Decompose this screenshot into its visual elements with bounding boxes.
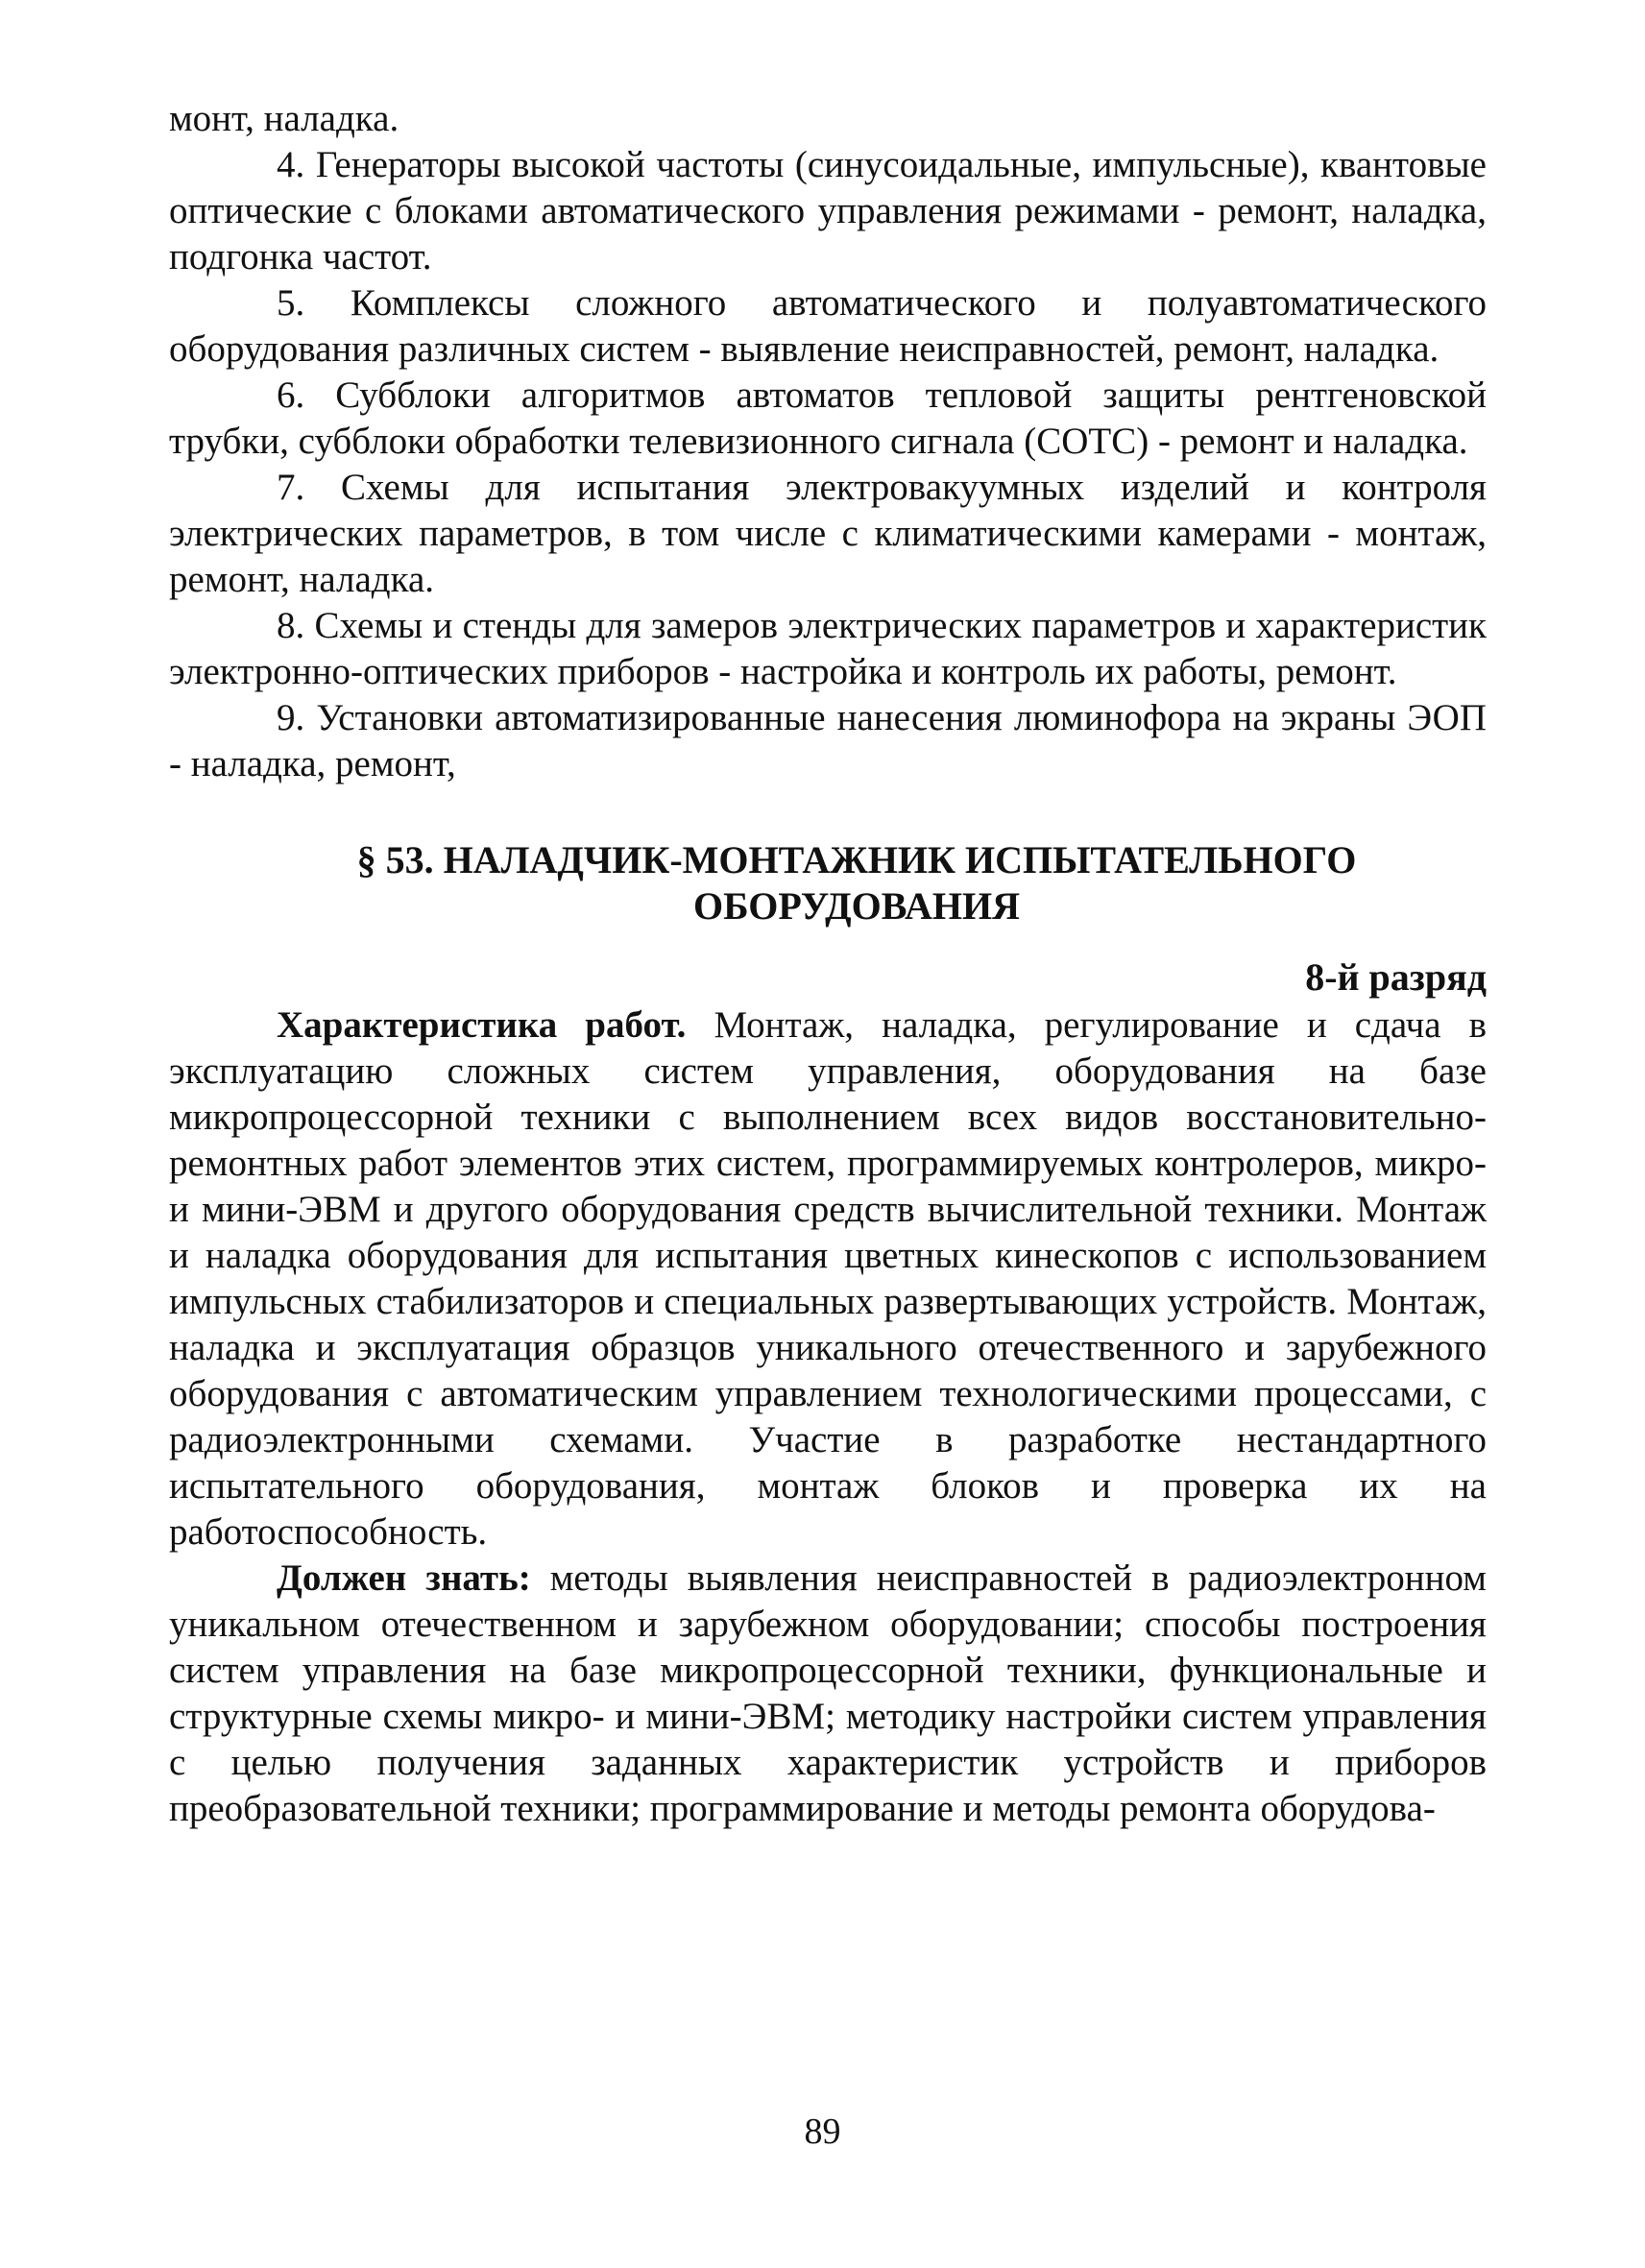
list-item-5: 5. Комплексы сложного автоматического и полуавтоматического оборудования различных систем - выявление неисправностей, ремонт, наладка. xyxy=(169,282,1487,370)
section-title-line2: ОБОРУДОВАНИЯ xyxy=(693,884,1020,928)
knowledge-lead: Должен знать: xyxy=(277,1557,531,1599)
section-title xyxy=(169,837,1487,929)
list-item-9: 9. Установки автоматизированные нанесения люминофора на экраны ЭОП - наладка, ремонт, xyxy=(169,697,1487,784)
characteristics-text: Монтаж, наладка, регулирование и сдача в эксплуатацию сложных систем управления, оборудования на базе микропроцессорной техники с выполнением всех видов восстановительно-ремонтных работ элементов этих систем, программируемых контролеров, микро- и мини-ЭВМ и другого оборудования средств вычислительной техники. Монтаж и наладка оборудования для испытания цветных кинескопов с использованием импульсных стабилизаторов и специальных развертывающих устройств. Монтаж, наладка и эксплуатация образцов уникального отечественного и зарубежного оборудования с автоматическим управлением технологическими процессами, с радиоэлектронными схемами. Участие в разработке нестандартного испытательного оборудования, монтаж блоков и проверка их на работоспособность. xyxy=(169,1004,1487,1553)
list-item-6: 6. Субблоки алгоритмов автоматов тепловой защиты рентгеновской трубки, субблоки обработки телевизионного сигнала (СОТС) - ремонт и наладка. xyxy=(169,374,1487,462)
page-number: 89 xyxy=(804,2111,841,2152)
list-item-4: 4. Генераторы высокой частоты (синусоидальные, импульсные), квантовые оптические с блоками автоматического управления режимами - ремонт, наладка, подгонка частот. xyxy=(169,144,1487,277)
list-item-7: 7. Схемы для испытания электровакуумных изделий и контроля электрических параметров, в том числе с климатическими камерами - монтаж, ремонт, наладка. xyxy=(169,467,1487,600)
characteristics-paragraph xyxy=(169,1002,1487,1556)
section-title-line1: § 53. НАЛАДЧИК-МОНТАЖНИК ИСПЫТАТЕЛЬНОГО xyxy=(356,838,1357,881)
knowledge-text: методы выявления неисправностей в радиоэлектронном уникальном отечественном и зарубежном оборудовании; способы построения систем управления на базе микропроцессорной техники, функциональные и структурные схемы микро- и мини-ЭВМ; методику настройки систем управления с целью получения заданных характеристик устройств и приборов преобразовательной техники; программирование и методы ремонта оборудова- xyxy=(169,1557,1487,1829)
page-content xyxy=(169,96,1487,1832)
characteristics-lead: Характеристика работ. xyxy=(277,1004,687,1046)
grade-label: 8-й разряд xyxy=(1305,955,1487,999)
knowledge-paragraph xyxy=(169,1556,1487,1832)
list-continuation: монт, наладка. xyxy=(169,98,399,139)
list-item-8: 8. Схемы и стенды для замеров электрических параметров и характеристик электронно-оптических приборов - настройка и контроль их работы, ремонт. xyxy=(169,605,1487,692)
